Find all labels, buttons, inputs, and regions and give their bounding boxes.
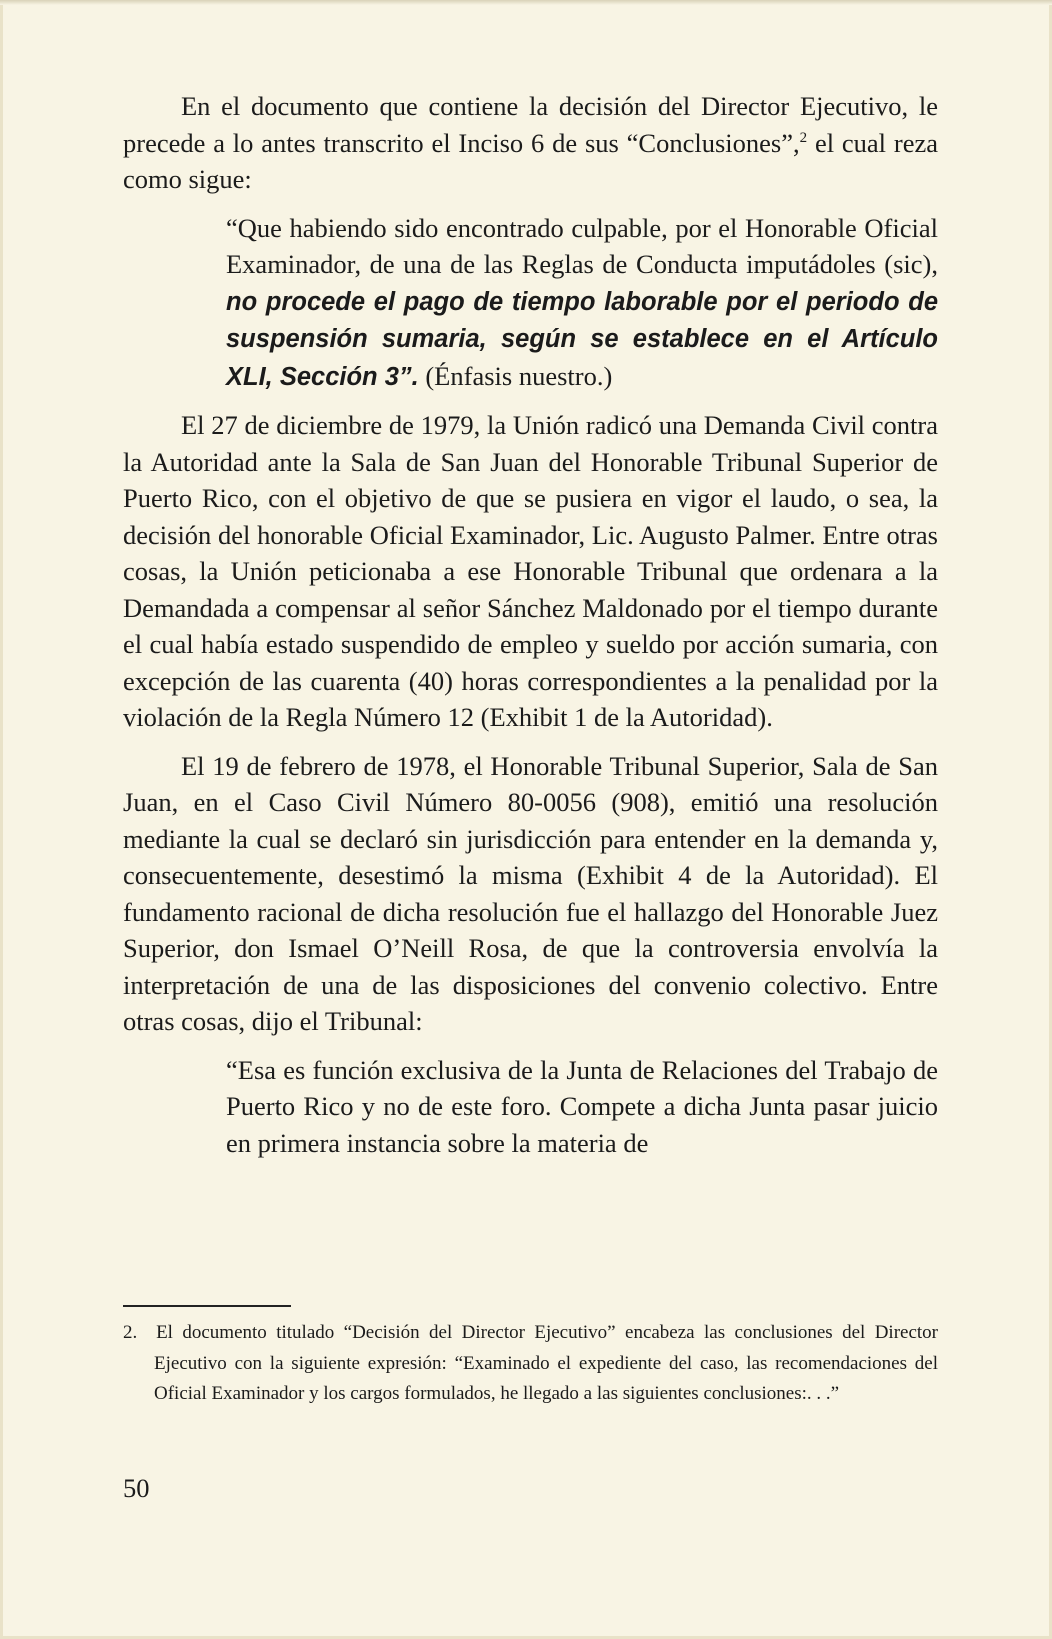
footnote-number: 2.: [123, 1322, 138, 1343]
body-text: [123, 88, 938, 1173]
footnote: [123, 1318, 938, 1410]
footnote-body: [123, 1318, 938, 1410]
paragraph-3: El 19 de febrero de 1978, el Honorable Tribunal Superior, Sala de San Juan, en el Caso Civil Número 80-0056 (908), emitió una resolución mediante la cual se declaró sin jurisdicción para entender en la demanda y, consecuentemente, desestimó la misma (Exhibit 4 de la Autoridad). El fundamento racional de dicha resolución fue el hallazgo del Honorable Juez Superior, don Ismael O’Neill Rosa, de que la controversia envolvía la interpretación de una de las disposiciones del convenio colectivo. Entre otras cosas, dijo el Tribunal:: [123, 750, 938, 1036]
paragraph-1-end: el cual reza como sigue:: [123, 127, 938, 194]
footnote-text: El documento titulado “Decisión del Director Ejecutivo” encabeza las conclusiones del Director Ejecutivo con la siguiente expresión: “Examinado el expediente del caso, las recomendaciones del Oficial Examinador y los cargos formulados, he llegado a las siguientes conclusiones:. . .”: [154, 1322, 939, 1404]
paragraph-2: El 27 de diciembre de 1979, la Unión radicó una Demanda Civil contra la Autoridad ante la Sala de San Juan del Honorable Tribunal Superior de Puerto Rico, con el objetivo de que se pusiera en vigor el laudo, o sea, la decisión del honorable Oficial Examinador, Lic. Augusto Palmer. Entre otras cosas, la Unión peticionaba a ese Honorable Tribunal que ordenara a la Demandada a compensar al señor Sánchez Maldonado por el tiempo durante el cual había estado suspendido de empleo y sueldo por acción sumaria, con excepción de las cuarenta (40) horas correspondientes a la penalidad por la violación de la Regla Número 12 (Exhibit 1 de la Autoridad).: [123, 410, 938, 732]
footnote-reference: 2: [799, 129, 808, 146]
footnote-divider: [123, 1305, 291, 1307]
page-number: 50: [123, 1473, 150, 1503]
block-quote-1-note: (Énfasis nuestro.): [418, 360, 613, 391]
block-quote-2: “Esa es función exclusiva de la Junta de Relaciones del Trabajo de Puerto Rico y no de este foro. Compete a dicha Junta pasar juicio en primera instancia sobre la materia de: [226, 1054, 938, 1158]
block-quote-1-emphasis: no procede el pago de tiempo laborable por el periodo de suspensión sumaria, según se establece en el Artículo XLI, Sección 3”.: [226, 287, 938, 391]
block-quote-1-text: “Que habiendo sido encontrado culpable, por el Honorable Oficial Examinador, de una de las Reglas de Conducta imputádoles (sic),: [226, 212, 938, 279]
page-top-edge: [0, 0, 1052, 5]
paragraph-1-text: En el documento que contiene la decisión del Director Ejecutivo, le precede a lo antes transcrito el Inciso 6 de sus “Conclusiones”,: [123, 91, 938, 158]
block-quote-1: [123, 210, 938, 396]
paragraph-1: [123, 88, 938, 198]
